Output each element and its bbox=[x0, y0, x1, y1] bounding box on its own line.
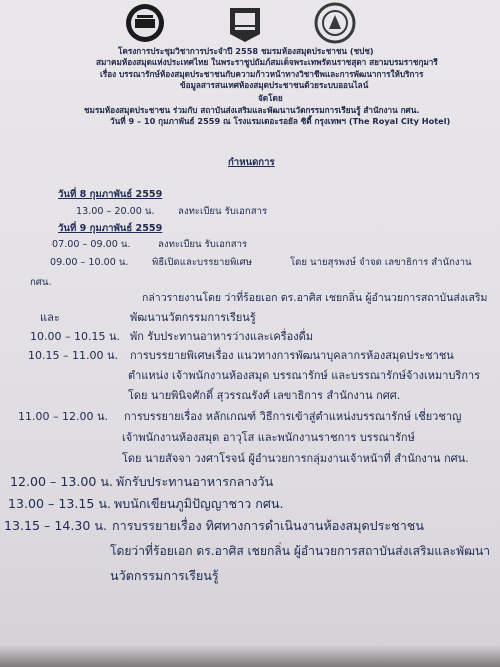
header-line-6: ชมรมห้องสมุดประชาชน ร่วมกับ สถาบันส่งเสริมและพัฒนานวัตกรรมการเรียนรู้ สำนักงาน กศน. bbox=[84, 105, 420, 115]
row-2-speaker: โดย นายสุรพงษ์ จำจด เลขาธิการ สำนักงาน bbox=[290, 257, 472, 268]
header-line-1: โครงการประชุมวิชาการประจำปี 2558 ชมรมห้องสมุดประชาชน (ชปช) bbox=[118, 46, 374, 56]
row-9-line-2: โดยว่าที่ร้อยเอก ดร.อาศิส เชยกลิ่น ผู้อำนวยการสถาบันส่งเสริมและพัฒนา bbox=[110, 544, 491, 558]
row-9-line-1: การบรรยายเรื่อง ทิศทางการดำเนินงานห้องสมุดประชาชน bbox=[112, 518, 424, 533]
row-6-line-2: เจ้าพนักงานห้องสมุด อาวุโส และพนักงานราชการ บรรณารักษ์ bbox=[122, 431, 415, 444]
page-bottom-shadow bbox=[0, 645, 500, 667]
row-3-and: และ bbox=[40, 311, 60, 324]
row-5-time: 10.15 – 11.00 น. bbox=[28, 349, 118, 362]
day-1-heading: วันที่ 8 กุมภาพันธ์ 2559 bbox=[58, 189, 163, 200]
schedule-title: กำหนดการ bbox=[228, 157, 275, 168]
header-line-4: ข้อมูลสารสนเทศห้องสมุดประชาชนด้วยระบบออนไลน์ bbox=[180, 80, 369, 90]
row-6-line-3: โดย นายสัจจา วงศาโรจน์ ผู้อำนวยการกลุ่มงานเจ้าหน้าที่ สำนักงาน กศน. bbox=[122, 452, 469, 465]
row-5-line-1: การบรรยายพิเศษเรื่อง แนวทางการพัฒนาบุคลากรห้องสมุดประชาชน bbox=[130, 349, 454, 362]
header-line-2: สมาคมห้องสมุดแห่งประเทศไทย ในพระราชูปถัมภ์สมเด็จพระเทพรัตนราชสุดา สยามบรมราชกุมารี bbox=[96, 57, 438, 67]
row-6-line-1: การบรรยายเรื่อง หลักเกณฑ์ วิธีการเข้าสู่ตำแหน่งบรรณารักษ์ เชี่ยวชาญ bbox=[124, 410, 462, 423]
row-5-line-2: ตำแหน่ง เจ้าพนักงานห้องสมุด บรรณารักษ์ และบรรณารักษ์จ้างเหมาบริการ bbox=[128, 369, 481, 382]
row-2-time: 09.00 – 10.00 น. bbox=[50, 257, 129, 268]
header-line-3: เรื่อง บรรณารักษ์ห้องสมุดประชาชนกับความก้าวหน้าทางวิชาชีพและการพัฒนาการให้บริการ bbox=[100, 69, 424, 79]
row-3-line-2: พัฒนานวัตกรรมการเรียนรู้ bbox=[130, 311, 256, 324]
day-1-activity: ลงทะเบียน รับเอกสาร bbox=[178, 206, 268, 217]
row-8-time: 13.00 – 13.15 น. bbox=[8, 496, 112, 511]
row-7-activity: พักรับประทานอาหารกลางวัน bbox=[116, 474, 274, 489]
row-5-line-3: โดย นายพินิจศักดิ์ สุวรรณรังศ์ เลขาธิการ สำนักงาน กศศ. bbox=[128, 389, 401, 402]
row-9-line-3: นวัตกรรมการเรียนรู้ bbox=[110, 568, 219, 583]
row-6-time: 11.00 – 12.00 น. bbox=[18, 410, 108, 423]
office-seal bbox=[314, 2, 356, 44]
row-1-activity: ลงทะเบียน รับเอกสาร bbox=[158, 239, 248, 250]
header-line-5: จัดโดย bbox=[258, 93, 283, 103]
day-2-heading: วันที่ 9 กุมภาพันธ์ 2559 bbox=[58, 223, 163, 234]
book-logo bbox=[224, 4, 266, 46]
association-logo bbox=[124, 2, 166, 44]
row-7-time: 12.00 – 13.00 น. bbox=[10, 474, 114, 489]
row-2-activity: พิธีเปิดและบรรยายพิเศษ bbox=[152, 257, 253, 268]
row-1-time: 07.00 – 09.00 น. bbox=[52, 239, 131, 250]
row-8-activity: พบนักเขียนภูมิปัญญาชาว กศน. bbox=[114, 496, 284, 511]
row-2-speaker-cont: กศน. bbox=[30, 277, 52, 288]
header-line-7: วันที่ 9 – 10 กุมภาพันธ์ 2559 ณ โรงแรมเดอะรอยัล ซิตี้ กรุงเทพฯ (The Royal City Hotel) bbox=[110, 116, 451, 126]
row-3-line-1: กล่าวรายงานโดย ว่าที่ร้อยเอก ดร.อาศิส เชยกลิ่น ผู้อำนวยการสถาบันส่งเสริม bbox=[142, 292, 488, 304]
row-9-time: 13.15 – 14.30 น. bbox=[4, 518, 108, 533]
row-4-activity: พัก รับประทานอาหารว่างและเครื่องดื่ม bbox=[130, 330, 314, 343]
row-4-time: 10.00 – 10.15 น. bbox=[30, 330, 120, 343]
day-1-time: 13.00 – 20.00 น. bbox=[76, 206, 155, 217]
